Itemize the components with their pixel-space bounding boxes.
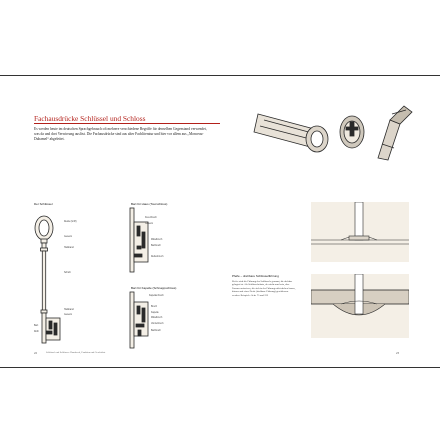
house-bit-label: Bartbruch (151, 245, 161, 247)
key-illustration (30, 206, 82, 356)
running-footer: Schlüssel und Schlösser: Handwerk, Funktion und Geschichte (46, 351, 106, 354)
heading-underline (34, 123, 220, 124)
chapel-bit-label: Bruch (151, 306, 158, 308)
key-figure-caption: Der Schlüssel (34, 202, 53, 206)
page-number-right: 23 (396, 351, 399, 355)
chapel-bit-caption: Bart für Kapelle (Schnappschloss) (131, 286, 177, 290)
chapel-bit-label: Mittelbruch (151, 317, 163, 319)
chapel-bit-label: Kapelle (151, 312, 159, 314)
bottom-border-line (0, 367, 440, 368)
left-page (0, 76, 220, 367)
intro-paragraph: Es werden heute im deutschen Sprachgebrauch oft mehrere verschiedene Begriffe für denselben Gegenstand verwendet, was da und dort Verwirrung auslöst. Die Fachausdrücke sind aus alter Fachliteratur und hier vor allem aus „Monceau-Duhamel“ abgeleitet. (34, 127, 207, 141)
house-bit-label: Kreuzbruch (145, 217, 157, 219)
chapel-bit-illustration (124, 290, 164, 350)
key-label: Schaft (64, 272, 71, 274)
pipe-figure-body: Pfeife wird die Führung des Schlüssels genannt, die drehbar gelagert ist. Als Schlüsselschutz, der nicht rund sein, also Formen aufweisen, die sich in der Führung nicht drehen lassen, können mit einer Pfeife (drehbare Führung) geschlossen werden. Beispiele: Seite 75 und 223 (232, 279, 296, 297)
key-label: Bart (34, 325, 39, 327)
right-page (220, 76, 440, 367)
chapel-bit-label: Kapellenbruch (149, 295, 164, 297)
key-label: Halsband (64, 309, 74, 311)
page-number-left: 22 (34, 351, 37, 355)
house-bit-label: Gesenk (145, 223, 153, 225)
book-spread (0, 76, 440, 367)
key-label: Gesenk (64, 314, 72, 316)
key-label: Rohr (34, 331, 39, 333)
key-label: Gesenk (64, 236, 72, 238)
page-heading: Fachausdrücke Schlüssel und Schloss (34, 114, 146, 123)
key-label: Reide (Griff) (64, 221, 77, 223)
pipe-figure-caption: Pfeife – drehbare Schlüsselführung (232, 274, 279, 278)
key-label: Halsband (64, 247, 74, 249)
lock-tubes-illustration (240, 100, 420, 170)
house-bit-label: Reifenbruch (151, 256, 164, 258)
pipe-cross-section-bottom (311, 274, 409, 338)
house-bit-label: Mittelbruch (151, 239, 163, 241)
house-bit-illustration (124, 206, 164, 276)
pipe-cross-section-top (311, 202, 409, 262)
pipe-figure-text (232, 275, 296, 298)
chapel-bit-label: Bartbruch (151, 330, 161, 332)
house-bit-caption: Bart für Haus (Tourschloss) (131, 202, 168, 206)
chapel-bit-label: Vorderbruch (151, 323, 164, 325)
